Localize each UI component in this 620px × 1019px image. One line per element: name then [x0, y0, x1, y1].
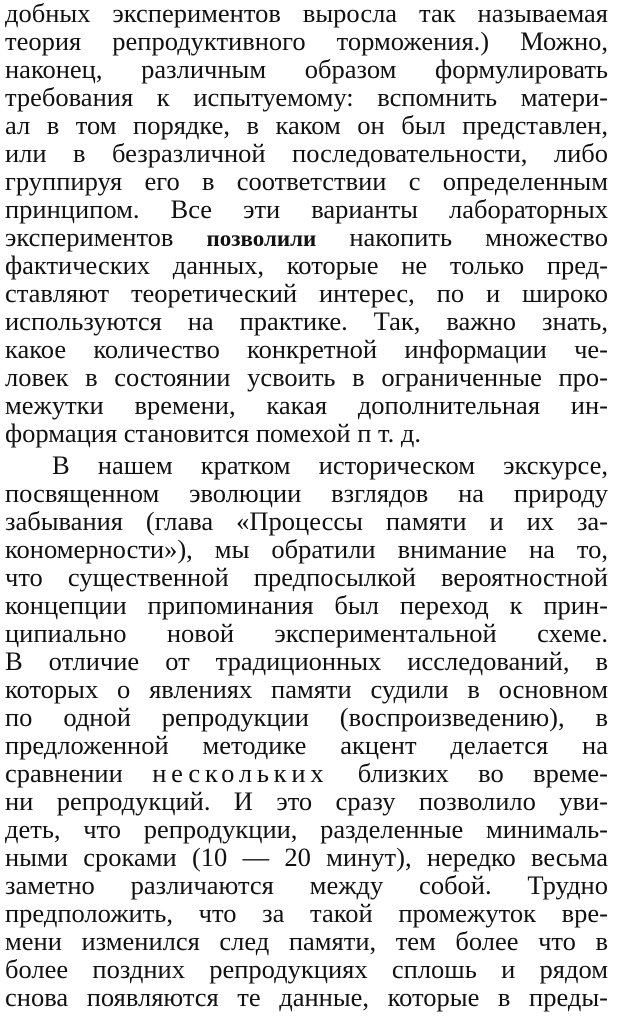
text-line: ставляют теоретический интерес, по и широко: [5, 278, 608, 308]
text-line: принципом. Все эти варианты лабораторных: [5, 194, 608, 224]
text-line: предположить, что за такой промежуток вре-: [5, 898, 608, 928]
text-line: требования к испытуемому: вспомнить матери-: [5, 82, 608, 112]
text-line: концепции припоминания был переход к прин-: [5, 590, 608, 620]
text-line: кономерности»), мы обратили внимание на то,: [5, 534, 608, 564]
text-line: забывания (глава «Процессы памяти и их за-: [5, 506, 608, 536]
bold-word: позволили: [206, 226, 317, 251]
text-line: В отличие от традиционных исследований, в: [5, 646, 608, 676]
text-line: по одной репродукции (воспроизведению), в: [5, 702, 608, 732]
text-line: теория репродуктивного торможения.) Можно,: [5, 26, 608, 56]
text-segment: накопить множество: [316, 222, 608, 252]
text-line: [5, 223, 608, 251]
text-line: заметно различаются между собой. Трудно: [5, 870, 608, 900]
text-line: ловек в состоянии усвоить в ограниченные про-: [5, 362, 608, 392]
paragraph-first-line: В нашем кратком историческом экскурсе,: [52, 450, 608, 480]
text-line: снова появляются те данные, которые в преды-: [5, 982, 608, 1012]
text-segment: близких во време-: [328, 758, 608, 788]
text-line: предложенной методике акцент делается на: [5, 730, 608, 760]
text-line: наконец, различным образом формулировать: [5, 54, 608, 84]
text-line: или в безразличной последовательности, либо: [5, 138, 608, 168]
text-line: фактических данных, которые не только пред-: [5, 250, 608, 280]
text-line: используются на практике. Так, важно знать,: [5, 306, 608, 336]
text-line: [5, 759, 608, 787]
text-line: формация становится помехой п т. д.: [5, 418, 421, 448]
emphasized-word: нескольких: [152, 758, 329, 788]
text-line: ципиально новой экспериментальной схеме.: [5, 618, 608, 648]
text-line: ни репродукций. И это сразу позволило уви-: [5, 786, 608, 816]
text-line: что существенной предпосылкой вероятностной: [5, 562, 608, 592]
text-line: какое количество конкретной информации че-: [5, 334, 608, 364]
text-line: посвященном эволюции взглядов на природу: [5, 478, 608, 508]
text-line: деть, что репродукции, разделенные минималь-: [5, 814, 608, 844]
document-page: [5, 0, 608, 1019]
text-segment: сравнении: [5, 758, 153, 788]
text-line: мени изменился след памяти, тем более что в: [5, 926, 608, 956]
text-line: межутки времени, какая дополнительная ин-: [5, 390, 608, 420]
text-line: ал в том порядке, в каком он был представлен,: [5, 110, 608, 140]
text-line: добных экспериментов выросла так называемая: [5, 0, 608, 28]
text-line: группируя его в соответствии с определенным: [5, 166, 608, 196]
text-line: более поздних репродукциях сплошь и рядом: [5, 954, 608, 984]
text-line: которых о явлениях памяти судили в основном: [5, 674, 608, 704]
text-line: ными сроками (10 — 20 минут), нередко весьма: [5, 842, 608, 872]
text-segment: экспериментов: [5, 222, 207, 252]
